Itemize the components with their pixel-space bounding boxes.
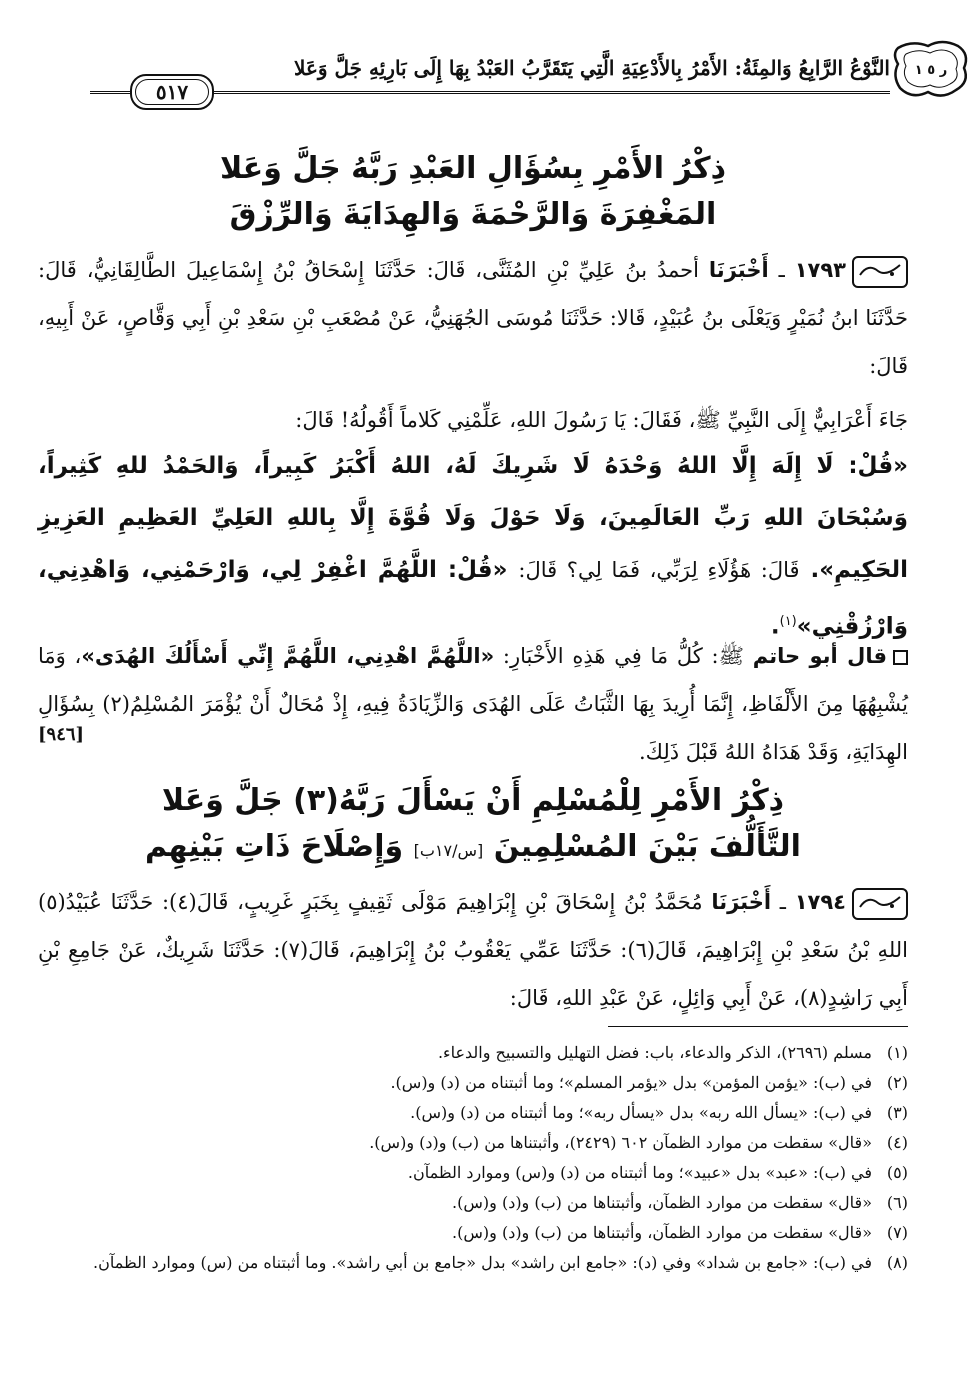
- running-title: النَّوْعُ الرَّابِعُ وَالمِئَةُ: الأَمْرُ بِالأَدْعِيَةِ الَّتِي يَتَقَرَّبُ العَبْدُ بِهَا إِلَى بَارِئِهِ جَلَّ وَعَلا: [294, 56, 890, 80]
- commentary: [38, 632, 908, 776]
- commentary-label: قال أبو حاتم: [752, 644, 887, 668]
- commentary-text-a: : كُلُّ مَا فِي هَذِهِ الأَخْبَارِ:: [502, 644, 719, 668]
- header-rule: [90, 80, 890, 104]
- footnote-number: (٦): [886, 1193, 908, 1212]
- commentary-text-b: ، وَمَا يُشْبِهُهَا مِنَ الأَلْفَاظِ، إِنَّمَا أُرِيدَ بِهَا الثَّبَاتُ عَلَى الهُدَى وَالزِّيَادَةُ فِيهِ، إِذْ مُحَالٌ أَنْ يُؤْمَرَ المُسْلِمُ(٢) بِسُؤَالِ الهِدَايَةِ، وَقَدْ هَدَاهُ اللهُ قَبْلَ ذَلِكَ.: [38, 644, 909, 764]
- matn-body: «قُلْ: لَا إِلَهَ إِلَّا اللهُ وَحْدَهُ لَا شَرِيكَ لَهُ، اللهُ أَكْبَرُ كَبِيراً، وَالحَمْدُ للهِ كَثِيراً، وَسُبْحَانَ اللهِ رَبِّ العَالَمِينَ، وَلَا حَوْلَ وَلَا قُوَّةَ إِلَّا بِاللهِ العَلِيِّ العَظِيمِ العَزِيزِ الحَكِيمِ». قَالَ: هَؤُلَاءِ لِرَبِّي، فَمَا لِي؟ قَالَ: «قُلْ: اللَّهُمَّ اغْفِرْ لِي، وَارْحَمْنِي، وَاهْدِنِي، وَارْزُقْنِي»$^{(١)}$.: [38, 453, 908, 640]
- footnote-number: (٣): [886, 1103, 908, 1122]
- isnad-start: أَخْبَرَنَا: [711, 890, 772, 914]
- footnote-number: (٧): [886, 1223, 908, 1242]
- footnote-text: في (ب): «يؤمن المؤمن» بدل «يؤمر المسلم»؛ وما أثبتناه من (د) و(س).: [390, 1073, 872, 1092]
- hadith-number: ١٧٩٣: [794, 258, 846, 282]
- square-bullet-icon: [893, 650, 908, 665]
- matn-dua-2: «قُلْ: اللَّهُمَّ اغْفِرْ لِي، وَارْحَمْنِي، وَاهْدِنِي، وَارْزُقْنِي»: [38, 557, 908, 640]
- hadith-marker-icon: [852, 256, 908, 288]
- footnote-text: في (ب): «عبد» بدل «عبيد»؛ وما أثبتناه من (د) و(س) وموارد الظمآن.: [407, 1163, 872, 1182]
- footnote-rule: [608, 1026, 908, 1027]
- heading-line: التَّأَلُّفَ بَيْنَ المُسْلِمِينَ [س/١٧ب] وَإِصْلَاحَ ذَاتِ بَيْنِهِم: [145, 829, 801, 864]
- hadith-number: ١٧٩٤: [794, 890, 846, 914]
- footnote-item: [38, 1068, 908, 1098]
- manuscript-marker: [س/١٧ب]: [413, 841, 484, 860]
- isnad-text: مُحَمَّدُ بْنُ إِسْحَاقَ بْنِ إِبْرَاهِيمَ مَوْلَى ثَقِيفٍ بِخَبَرٍ غَرِيبٍ، قَالَ(٤): حَدَّثَنَا عُبَيْدُ(٥) اللهِ بْنُ سَعْدِ بْنِ إِبْرَاهِيمَ، قَالَ(٦): حَدَّثَنَا عَمِّي يَعْقُوبُ بْنُ إِبْرَاهِيمَ، قَالَ(٧): حَدَّثَنَا شَرِيكٌ، عَنْ جَامِعِ بْنِ أَبِي رَاشِدٍ(٨)، عَنْ أَبِي وَائِلٍ، عَنْ عَبْدِ اللهِ، قَالَ:: [38, 890, 909, 1010]
- footnote-number: (٢): [886, 1073, 908, 1092]
- commentary-quote: «اللَّهُمَّ اهْدِنِي، اللَّهُمَّ إِنِّي أَسْأَلُكَ الهُدَى»: [81, 644, 495, 668]
- footnote-item: [38, 1038, 908, 1068]
- heading-line: المَغْفِرَةَ وَالرَّحْمَةَ وَالهِدَايَةَ وَالرِّزْقَ: [229, 197, 717, 232]
- footnote-item: [38, 1218, 908, 1248]
- isnad-text: أحمدُ بنُ عَلِيِّ بْنِ المُثَنَّى، قَالَ: حَدَّثَنَا إِسْحَاقُ بْنُ إِسْمَاعِيلَ الطَّالِقَانِيُّ، قَالَ: حَدَّثَنَا ابنُ نُمَيْرٍ وَيَعْلَى بنُ عُبَيْدٍ، قَالا: حَدَّثَنَا مُوسَى الجُهَنِيُّ، عَنْ مُصْعَبِ بْنِ سَعْدِ بْنِ أَبِي وَقَّاصٍ، عَنْ أَبِيهِ، قَالَ:: [38, 258, 908, 378]
- svg-text:ر ٥ ١: ر ٥ ١: [914, 63, 948, 78]
- footnote-number: (٤): [886, 1133, 908, 1152]
- footnote-text: «قال» سقطت من موارد الظمآن، وأثبتناها من (ب) و(د) و(س).: [452, 1193, 872, 1212]
- matn-question: قَالَ: هَؤُلَاءِ لِرَبِّي، فَمَا لِي؟ قَالَ:: [518, 558, 800, 582]
- matn-dua: «قُلْ: لَا إِلَهَ إِلَّا اللهُ وَحْدَهُ لَا شَرِيكَ لَهُ، اللهُ أَكْبَرُ كَبِيراً، وَالحَمْدُ للهِ كَثِيراً، وَسُبْحَانَ اللهِ رَبِّ العَالَمِينَ، وَلَا حَوْلَ وَلَا قُوَّةَ إِلَّا بِاللهِ العَلِيِّ العَظِيمِ العَزِيزِ الحَكِيمِ».: [38, 453, 908, 583]
- heading-line: ذِكْرُ الأَمْرِ لِلْمُسْلِمِ أَنْ يَسْأَلَ رَبَّهُ(٣) جَلَّ وَعَلا: [161, 783, 785, 818]
- hadith-isnad-1793: ١٧٩٣ ـ أَخْبَرَنَا أحمدُ بنُ عَلِيِّ بْنِ المُثَنَّى، قَالَ: حَدَّثَنَا إِسْحَاقُ بْنُ إِسْمَاعِيلَ الطَّالِقَانِيُّ، قَالَ: حَدَّثَنَا ابنُ نُمَيْرٍ وَيَعْلَى بنُ عُبَيْدٍ، قَالا: حَدَّثَنَا مُوسَى الجُهَنِيُّ، عَنْ مُصْعَبِ بْنِ سَعْدِ بْنِ أَبِي وَقَّاصٍ، عَنْ أَبِيهِ، قَالَ:: [38, 246, 908, 390]
- footnote-item: [38, 1098, 908, 1128]
- salutation: ﷺ: [718, 644, 744, 668]
- section-heading-1: [40, 146, 906, 238]
- footnotes: [38, 1038, 908, 1278]
- footnote-text: في (ب): «جامع بن شداد» وفي (د): «جامع ابن راشد» بدل «جامع بن أبي راشد». وما أثبتناه من (س) وموارد الظمآن.: [93, 1253, 872, 1272]
- page-header: [90, 38, 948, 108]
- hadith-marker-icon: [852, 888, 908, 920]
- heading-line: ذِكْرُ الأَمْرِ بِسُؤَالِ العَبْدِ رَبَّهُ جَلَّ وَعَلا: [219, 151, 727, 186]
- cross-reference: [٩٤٦]: [38, 724, 85, 745]
- footnote-number: (٥): [886, 1163, 908, 1182]
- footnote-item: [38, 1188, 908, 1218]
- footnote-mark: (١): [779, 614, 797, 629]
- footnote-number: (٨): [886, 1253, 908, 1272]
- footnote-text: «قال» سقطت من موارد الظمآن ٦٠٢ (٢٤٢٩)، وأثبتناها من (ب) و(د) و(س).: [369, 1133, 872, 1152]
- hadith-isnad-1794: ١٧٩٤ ـ أَخْبَرَنَا مُحَمَّدُ بْنُ إِسْحَاقَ بْنِ إِبْرَاهِيمَ مَوْلَى ثَقِيفٍ بِخَبَرٍ غَرِيبٍ، قَالَ(٤): حَدَّثَنَا عُبَيْدُ(٥) اللهِ بْنُ سَعْدِ بْنِ إِبْرَاهِيمَ، قَالَ(٦): حَدَّثَنَا عَمِّي يَعْقُوبُ بْنُ إِبْرَاهِيمَ، قَالَ(٧): حَدَّثَنَا شَرِيكٌ، عَنْ جَامِعِ بْنِ أَبِي رَاشِدٍ(٨)، عَنْ أَبِي وَائِلٍ، عَنْ عَبْدِ اللهِ، قَالَ:: [38, 878, 908, 1022]
- section-heading-2: [40, 778, 906, 874]
- footnote-item: [38, 1128, 908, 1158]
- footnote-text: «قال» سقطت من موارد الظمآن، وأثبتناها من (ب) و(د) و(س).: [452, 1223, 872, 1242]
- matn-intro: جَاءَ أَعْرَابِيٌّ إِلَى النَّبِيِّ ﷺ، فَقَالَ: يَا رَسُولَ اللهِ، عَلِّمْنِي كَلاماً أَقُولُهُ! قَالَ:: [295, 408, 908, 432]
- chapter-badge-icon: [892, 38, 970, 100]
- footnote-number: (١): [886, 1043, 908, 1062]
- footnote-text: في (ب): «يسأل الله ربه» بدل «يسأل ربه»؛ وما أثبتناه من (د) و(س).: [410, 1103, 872, 1122]
- footnote-item: [38, 1248, 908, 1278]
- isnad-start: أَخْبَرَنَا: [708, 258, 769, 282]
- footnote-text: مسلم (٢٦٩٦)، الذكر والدعاء، باب: فضل التهليل والتسبيح والدعاء.: [437, 1043, 872, 1062]
- footnote-item: [38, 1158, 908, 1188]
- page-number: ٥١٧: [130, 74, 214, 110]
